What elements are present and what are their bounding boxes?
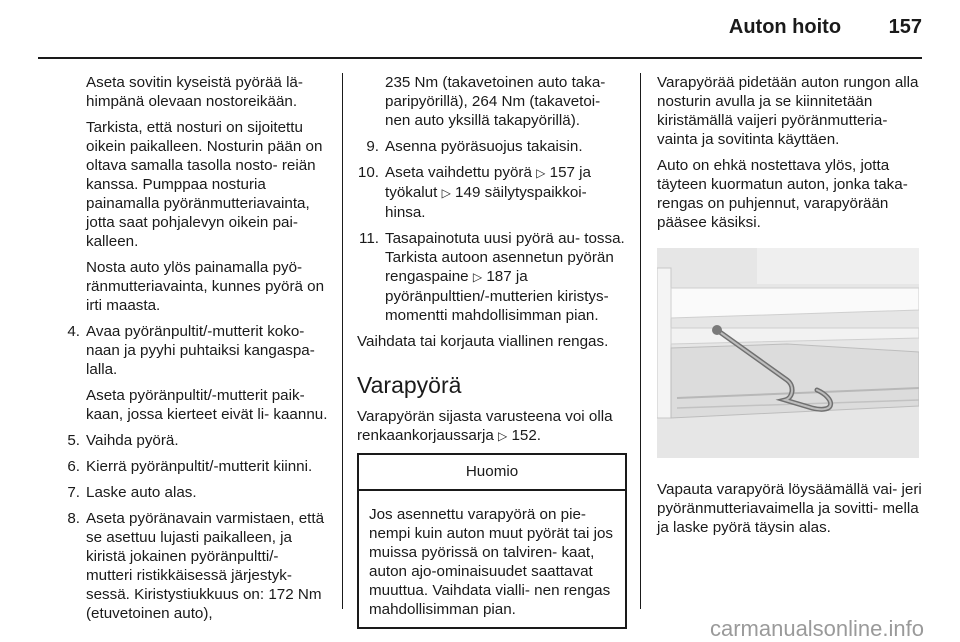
list-number: 5.: [67, 432, 80, 449]
list-item: [357, 163, 627, 222]
column-divider: [342, 73, 343, 609]
list-item: [58, 431, 328, 450]
page-number: 157: [888, 16, 922, 38]
list-number: 7.: [67, 484, 80, 501]
header-rule: [38, 57, 922, 59]
column-divider: [640, 73, 641, 609]
list-text: Avaa pyöränpultit/-mutterit koko‑ naan ja pyyhi puhtaiksi kangaspa‑ lalla.: [86, 323, 315, 378]
list-number: 6.: [67, 458, 80, 475]
list-item: [58, 322, 328, 379]
spare-wheel-illustration: [657, 248, 919, 458]
text-span: Varapyörän sijasta varusteena voi olla renkaankorjaussarja: [357, 408, 613, 444]
paragraph: Vaihdata tai korjauta viallinen rengas.: [357, 333, 609, 350]
caption: Vapauta varapyörä löysäämällä vai‑ jeri pyöränmutteriavaimella ja sovitti‑ mella ja laske pyörä täysin alas.: [657, 481, 922, 536]
note-body: Jos asennettu varapyörä on pie‑ nempi kuin auton muut pyörät tai jos muissa pyörissä on talviren‑ kaat, auton ajo-ominaisuudet saattavat muuttua. Vaihdata vialli‑ nen rengas mahdollisimman pian.: [369, 506, 613, 618]
paragraph: 235 Nm (takavetoinen auto taka‑ paripyörillä), 264 Nm (takavetoi‑ nen auto yksillä takapyörillä).: [385, 74, 606, 129]
note-title: Huomio: [359, 455, 625, 491]
page-header: [729, 18, 922, 37]
list-number: 10.: [357, 164, 379, 181]
list-item: [58, 483, 328, 502]
list-item: [357, 137, 627, 156]
list-item: [357, 229, 627, 325]
paragraph: [357, 407, 627, 446]
spare-wheel-drawing: [657, 248, 919, 458]
list-number: 11.: [359, 230, 379, 247]
paragraph: Aseta sovitin kyseistä pyörää lä‑ himpänä olevaan nostoreikään.: [86, 74, 303, 110]
text-span: 187 ja pyöränpulttien/-mutterien kiristys‑ momentti mahdollisimman pian.: [385, 268, 609, 324]
list-item: [58, 509, 328, 623]
list-text: Vaihda pyörä.: [86, 432, 179, 449]
paragraph: Nosta auto ylös painamalla pyö‑ ränmutteriavainta, kunnes pyörä on irti maasta.: [86, 259, 325, 314]
list-text: Laske auto alas.: [86, 484, 197, 501]
list-text: [385, 164, 591, 221]
list-text: Aseta pyöränavain varmistaen, että se asettuu lujasti paikalleen, ja kiristä jokainen pyöränpultti/- mutteri ristikkäisessä järjestyk‑ sessä. Kiristystiukkuus on: 172 Nm (etuvetoinen auto),: [86, 510, 325, 622]
paragraph: Varapyörää pidetään auton rungon alla nosturin avulla ja se kiinnitetään kiristämällä vaijeri pyöränmutteria‑ vainta ja sovitinta käyttäen.: [657, 74, 919, 148]
list-number: 4.: [67, 323, 80, 340]
section-title: Auton hoito: [728, 16, 842, 38]
column-1: [58, 73, 328, 630]
column-2: [357, 73, 627, 629]
list-text: Asenna pyöräsuojus takaisin.: [385, 138, 583, 155]
column-3: [657, 73, 925, 544]
paragraph: Aseta pyöränpultit/-mutterit paik‑ kaan, jossa kierteet eivät li‑ kaannu.: [86, 387, 328, 423]
page-reference-icon: ▷: [498, 429, 508, 443]
note-box: [357, 453, 627, 629]
text-span: Aseta vaihdettu pyörä: [385, 164, 532, 181]
text-span: 152.: [511, 427, 542, 444]
list-number: 9.: [366, 138, 379, 155]
section-heading: Varapyörä: [357, 372, 462, 398]
paragraph: Auto on ehkä nostettava ylös, jotta täyteen kuormatun auton, jonka taka‑ rengas on puhjennut, varapyörään pääsee käsiksi.: [657, 157, 908, 231]
paragraph: Tarkista, että nosturi on sijoitettu oikein paikalleen. Nosturin pään on oltava samalla tasolla nosto‑ reiän kanssa. Pumppaa nosturia painamalla pyöränmutteriavainta, jotta saat pohjalevyn oikein pai‑ kalleen.: [86, 119, 323, 250]
page-reference-icon: ▷: [536, 166, 546, 180]
list-text: Kierrä pyöränpultit/-mutterit kiinni.: [86, 458, 313, 475]
text-span: 149 säilytyspaikkoi‑ hinsa.: [385, 184, 587, 221]
watermark: carmanualsonline.info: [709, 616, 924, 641]
text-span: Tasapainotuta uusi pyörä au‑ tossa. Tarkista autoon asennetun pyörän rengaspaine: [385, 230, 625, 285]
text-span: 157 ja työkalut: [385, 164, 592, 201]
page-reference-icon: ▷: [441, 186, 451, 200]
page-reference-icon: ▷: [472, 270, 483, 284]
list-text: [385, 230, 625, 324]
list-item: [58, 457, 328, 476]
list-number: 8.: [67, 510, 80, 527]
